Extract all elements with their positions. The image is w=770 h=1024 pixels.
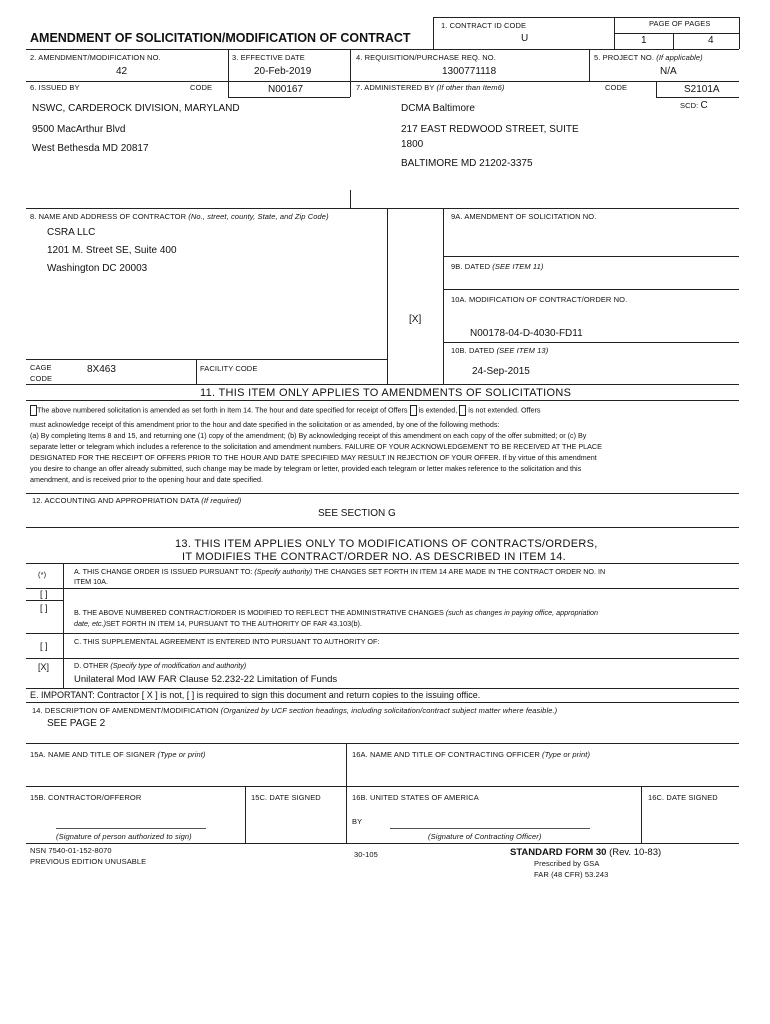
not-extended-checkbox[interactable] <box>459 405 466 416</box>
contract-id-label: 1. CONTRACT ID CODE <box>441 21 527 30</box>
contracting-officer-name-label: 16A. NAME AND TITLE OF CONTRACTING OFFICER (Type or print) <box>352 750 591 759</box>
requisition-value: 1300771118 <box>442 66 497 77</box>
section-11-line-6: you desire to change an offer already submitted, such change may be made by telegram or letter, provided each telegram or letter makes reference to the solicitation and this <box>30 464 582 473</box>
contractor-line-3: Washington DC 20003 <box>47 263 148 274</box>
amend-no-label: 2. AMENDMENT/MODIFICATION NO. <box>30 53 161 62</box>
option-b-text-2: date, etc.)SET FORTH IN ITEM 14, PURSUANT TO THE AUTHORITY OF FAR 43.103(b). <box>74 619 362 628</box>
section-11-line-2: must acknowledge receipt of this amendment prior to the hour and date specified in the solicitation or as amended, by one of the following methods: <box>30 420 500 429</box>
contractor-line-1: CSRA LLC <box>47 227 96 238</box>
signer-name-label: 15A. NAME AND TITLE OF SIGNER (Type or print) <box>30 750 206 759</box>
box-10-checkbox[interactable]: [X] <box>409 314 422 325</box>
dated-10b-label: 10B. DATED (SEE ITEM 13) <box>451 346 549 355</box>
dated-9b-label: 9B. DATED (SEE ITEM 11) <box>451 262 544 271</box>
option-c-text: C. THIS SUPPLEMENTAL AGREEMENT IS ENTERED INTO PURSUANT TO AUTHORITY OF: <box>74 637 380 646</box>
section-11-heading: 11. THIS ITEM ONLY APPLIES TO AMENDMENTS OF SOLICITATIONS <box>200 387 572 399</box>
important-notice: E. IMPORTANT: Contractor [ X ] is not, [ ] is required to sign this document and return copies to the issuing office. <box>30 690 481 700</box>
project-no-label: 5. PROJECT NO. (If applicable) <box>594 53 703 62</box>
page-number: 1 <box>641 35 647 46</box>
option-d-value: Unilateral Mod IAW FAR Clause 52.232-22 Limitation of Funds <box>74 674 338 685</box>
extended-checkbox[interactable] <box>410 405 417 416</box>
usa-label: 16B. UNITED STATES OF AMERICA <box>352 793 479 802</box>
requisition-label: 4. REQUISITION/PURCHASE REQ. NO. <box>356 53 496 62</box>
option-b-text: B. THE ABOVE NUMBERED CONTRACT/ORDER IS MODIFIED TO REFLECT THE ADMINISTRATIVE CHANGES (such as changes in paying office, appropriation <box>74 608 599 617</box>
accounting-label: 12. ACCOUNTING AND APPROPRIATION DATA (If required) <box>32 496 242 505</box>
nsn-number: NSN 7540-01-152-8070 <box>30 846 112 855</box>
option-a-text: A. THIS CHANGE ORDER IS ISSUED PURSUANT TO: (Specify authority) THE CHANGES SET FORTH IN ITEM 14 ARE MADE IN THE CONTRACT ORDER NO. IN <box>74 567 606 576</box>
cage-value: 8X463 <box>87 364 116 375</box>
contractor-date-signed-label: 15C. DATE SIGNED <box>251 793 321 802</box>
effective-date-label: 3. EFFECTIVE DATE <box>232 53 305 62</box>
form-code: 30-105 <box>354 850 378 859</box>
previous-edition-note: PREVIOUS EDITION UNUSABLE <box>30 857 147 866</box>
issued-code-value: N00167 <box>268 84 304 95</box>
standard-form-title: STANDARD FORM 30 (Rev. 10-83) <box>510 847 662 858</box>
admin-line-2: 217 EAST REDWOOD STREET, SUITE <box>401 124 579 135</box>
total-pages: 4 <box>708 35 714 46</box>
section-13-heading-2: IT MODIFIES THE CONTRACT/ORDER NO. AS DESCRIBED IN ITEM 14. <box>182 551 567 563</box>
issuer-line-2: 9500 MacArthur Blvd <box>32 124 126 135</box>
section-11-line-3: (a) By completing Items 8 and 15, and returning one (1) copy of the amendment; (b) By acknowledging receipt of this amendment on each copy of the offer submitted; or (c) By <box>30 431 587 440</box>
form-title: AMENDMENT OF SOLICITATION/MODIFICATION OF CONTRACT <box>30 31 411 45</box>
admin-code-value: S2101A <box>684 84 720 95</box>
modification-contract-label: 10A. MODIFICATION OF CONTRACT/ORDER NO. <box>451 295 628 304</box>
by-label: BY <box>352 817 363 826</box>
cage-label: CAGE <box>30 363 52 372</box>
officer-date-signed-label: 16C. DATE SIGNED <box>648 793 718 802</box>
issued-by-label: 6. ISSUED BY <box>30 83 80 92</box>
solicitation-checkbox[interactable] <box>30 405 37 416</box>
option-b-checkbox[interactable]: [ ] <box>40 603 48 613</box>
scd-label: SCD: C <box>680 100 708 111</box>
option-a-text-2: ITEM 10A. <box>74 577 108 586</box>
section-11-line-7: amendment, and is received prior to the opening hour and date specified. <box>30 475 263 484</box>
contract-id-value: U <box>521 33 529 44</box>
option-d-text: D. OTHER (Specify type of modification and authority) <box>74 661 247 670</box>
issuer-line-3: West Bethesda MD 20817 <box>32 143 149 154</box>
admin-code-label: CODE <box>605 83 628 92</box>
contractor-signature-caption: (Signature of person authorized to sign) <box>56 832 192 841</box>
option-c-checkbox[interactable]: [ ] <box>40 641 48 651</box>
admin-line-4: BALTIMORE MD 21202-3375 <box>401 158 533 169</box>
amendment-solicitation-label: 9A. AMENDMENT OF SOLICITATION NO. <box>451 212 597 221</box>
option-a-checkbox[interactable]: [ ] <box>40 589 48 599</box>
section-11-line-1: The above numbered solicitation is amended as set forth in Item 14. The hour and date specified for receipt of Offers is extended, is not extended. Offers <box>30 405 540 416</box>
section-13-heading-1: 13. THIS ITEM APPLIES ONLY TO MODIFICATIONS OF CONTRACTS/ORDERS, <box>175 538 598 550</box>
amend-no-value: 42 <box>116 66 128 77</box>
page-of-pages-label: PAGE OF PAGES <box>649 19 711 28</box>
section-11-line-5: DESIGNATED FOR THE RECEIPT OF OFFERS PRIOR TO THE HOUR AND DATE SPECIFIED MAY RESULT IN REJECTION OF YOUR OFFER. If by virtue of this amendment <box>30 453 597 462</box>
accounting-value: SEE SECTION G <box>318 508 396 519</box>
cage-label-2: CODE <box>30 374 53 383</box>
contractor-offeror-label: 15B. CONTRACTOR/OFFEROR <box>30 793 142 802</box>
administered-by-label: 7. ADMINISTERED BY (If other than Item6) <box>356 83 505 92</box>
modification-contract-value: N00178-04-D-4030-FD11 <box>470 328 583 339</box>
facility-code-label: FACILITY CODE <box>200 364 258 373</box>
description-label: 14. DESCRIPTION OF AMENDMENT/MODIFICATION (Organized by UCF section headings, including solicitation/contract subject matter where feasible.) <box>32 706 558 715</box>
section-13-star: (*) <box>38 570 47 579</box>
project-no-value: N/A <box>660 66 677 77</box>
issued-code-label: CODE <box>190 83 213 92</box>
admin-line-1: DCMA Baltimore <box>401 103 475 114</box>
prescribed-by: Prescribed by GSA <box>534 859 600 868</box>
contractor-label: 8. NAME AND ADDRESS OF CONTRACTOR (No., street, county, State, and Zip Code) <box>30 212 329 221</box>
dated-10b-value: 24-Sep-2015 <box>472 366 530 377</box>
contractor-line-2: 1201 M. Street SE, Suite 400 <box>47 245 177 256</box>
effective-date-value: 20-Feb-2019 <box>254 66 312 77</box>
admin-line-3: 1800 <box>401 139 424 150</box>
issuer-line-1: NSWC, CARDEROCK DIVISION, MARYLAND <box>32 103 240 114</box>
description-value: SEE PAGE 2 <box>47 718 106 729</box>
officer-signature-caption: (Signature of Contracting Officer) <box>428 832 542 841</box>
option-d-checkbox[interactable]: [X] <box>38 662 50 672</box>
section-11-line-4: separate letter or telegram which includes a reference to the solicitation and amendment numbers. FAILURE OF YOUR ACKNOWLEDGEMENT TO BE RECEIVED AT THE PLACE <box>30 442 602 451</box>
far-reference: FAR (48 CFR) 53.243 <box>534 870 609 879</box>
